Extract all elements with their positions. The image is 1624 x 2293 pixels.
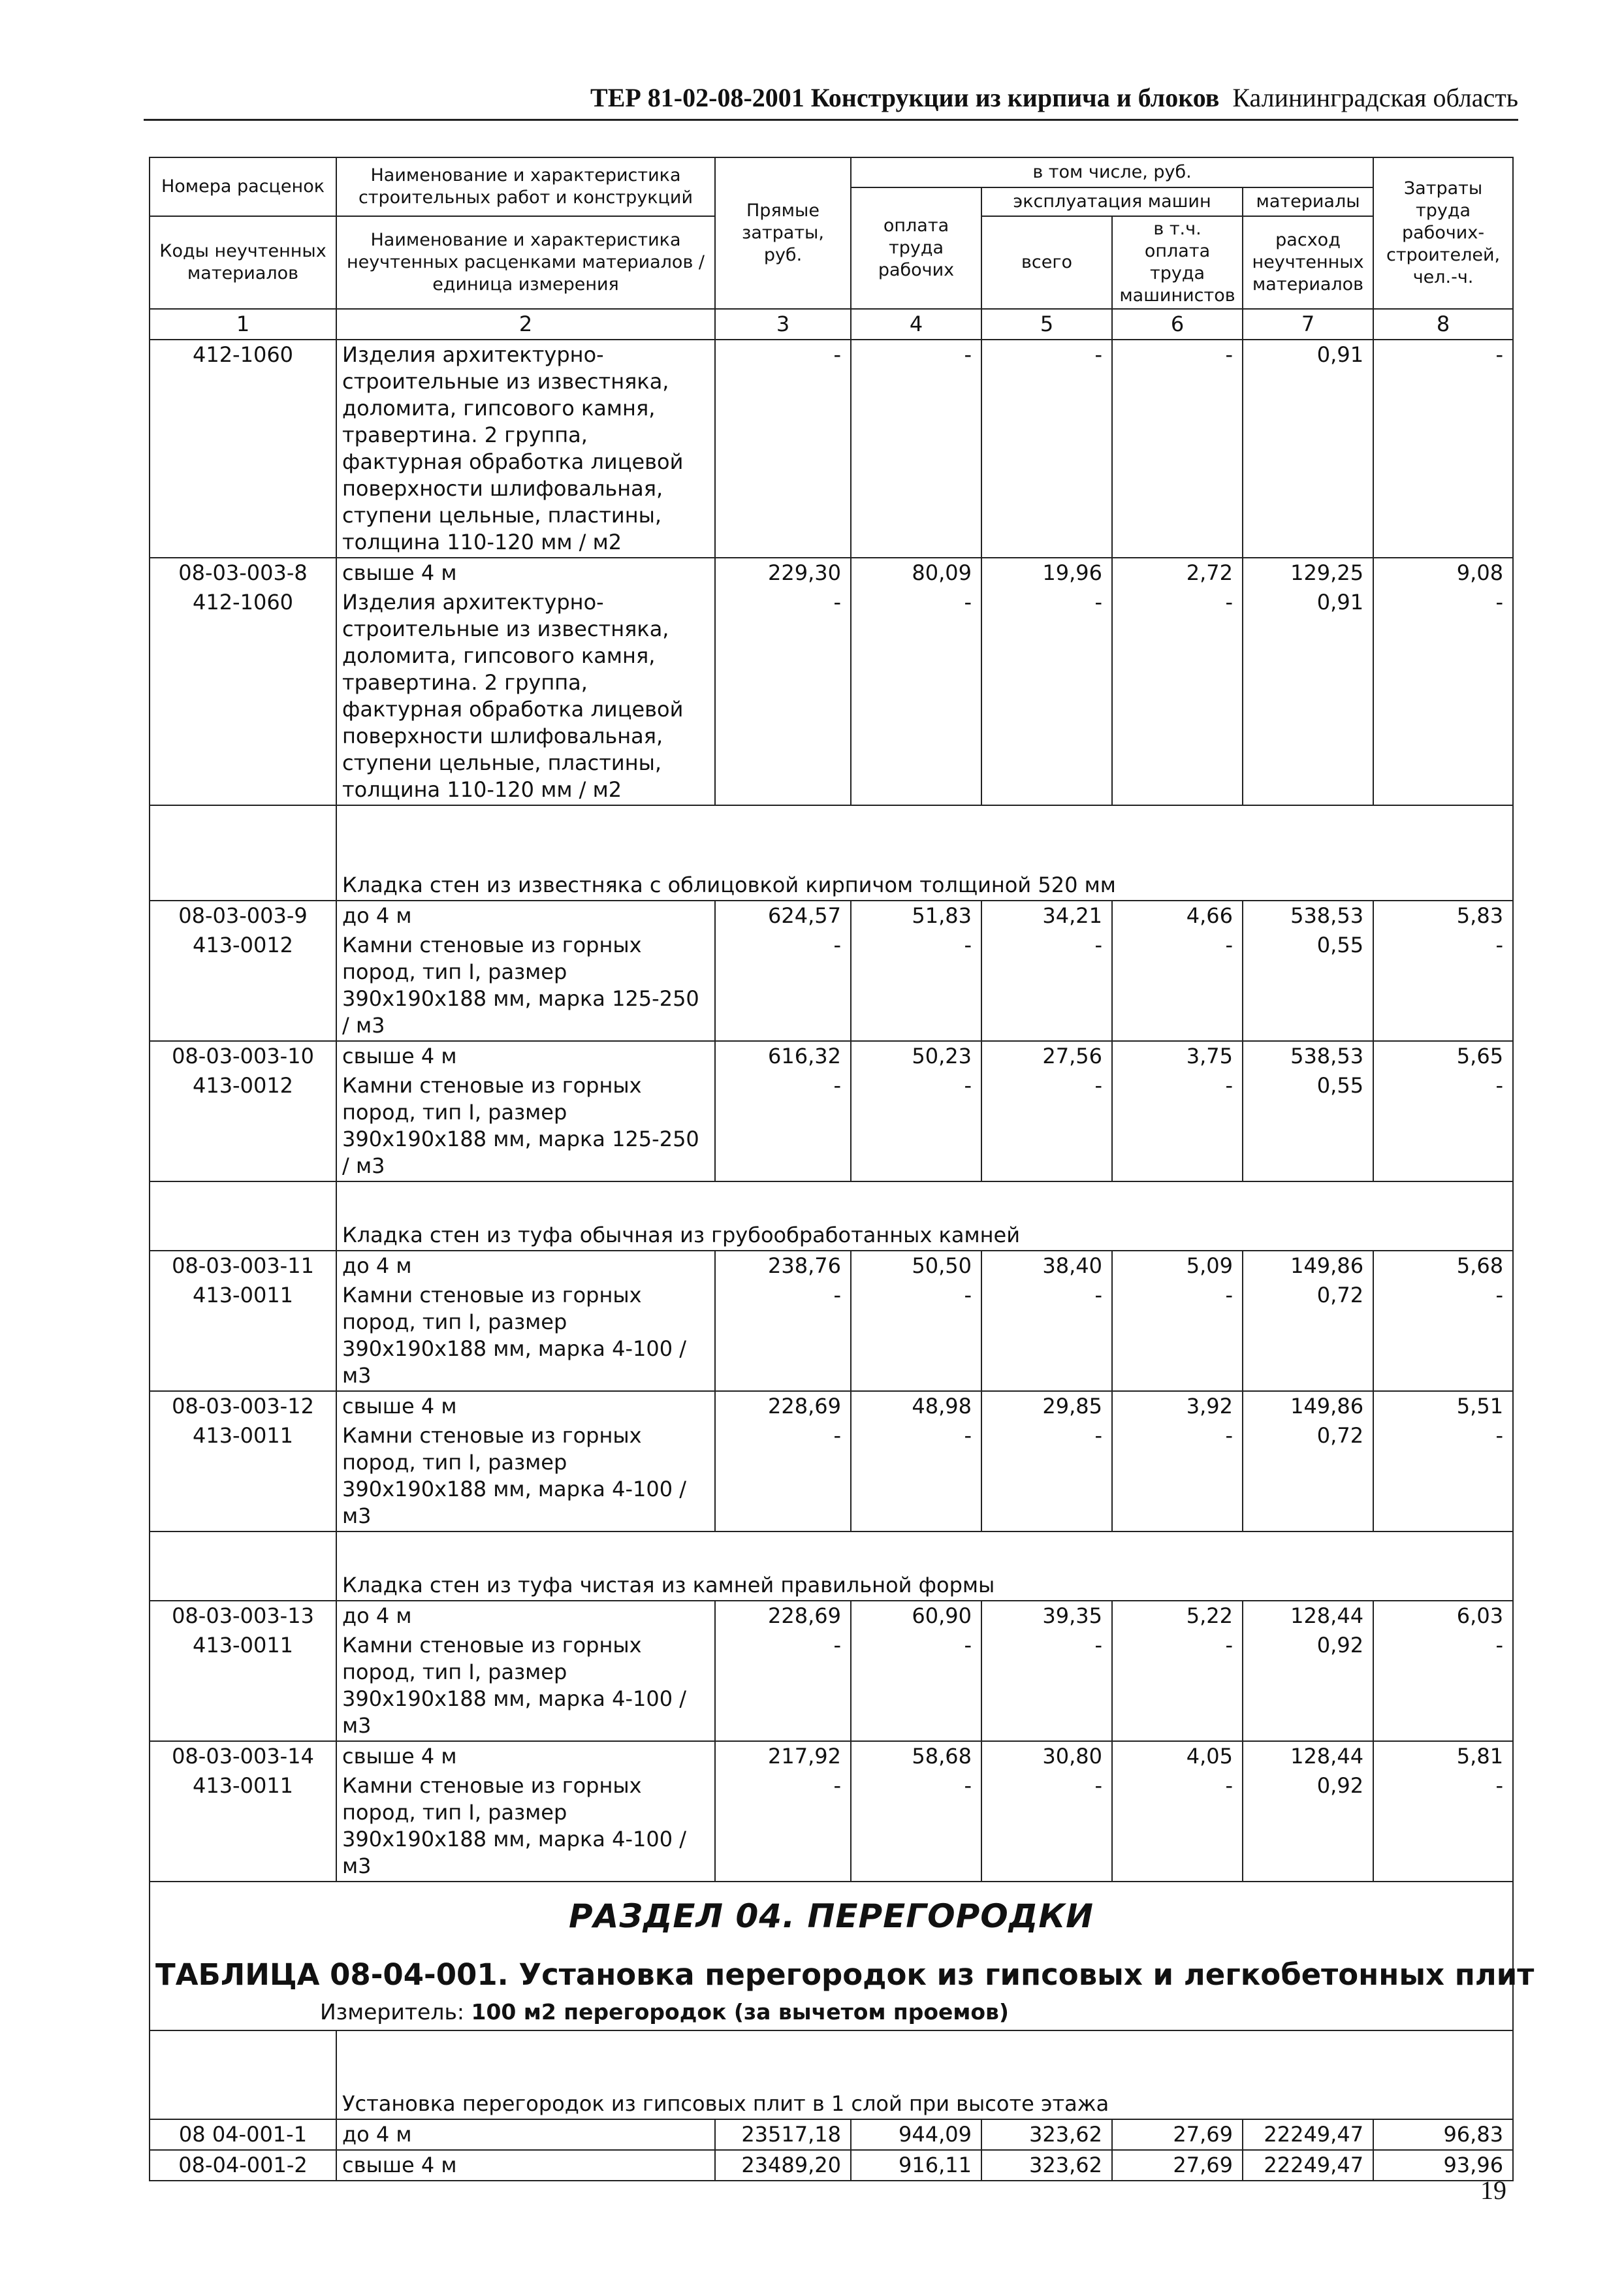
header-code: ТЕР 81-02-08-2001 Конструкции из кирпича и блоков [590,83,1220,112]
rate-row: 08-03-003-14 свыше 4 м 217,92 58,68 30,80 4,05 128,44 5,81 [150,1741,1513,1771]
rate-row: 08-04-001-2 свыше 4 м 23489,20 916,11 323,62 27,69 22249,47 93,96 [150,2150,1513,2181]
page-header [144,77,1518,121]
group-row [150,1531,1513,1601]
material-row: 413-0011 Камни стеновые из горных пород, тип I, размер 390х190х188 мм, марка 4-100 / м3 - - - - 0,72 - [150,1281,1513,1391]
col-labor-hours-header: Затраты труда рабочих-строителей, чел.-ч. [1373,157,1513,309]
rate-row: 08-03-003-9 до 4 м 624,57 51,83 34,21 4,66 538,53 5,83 [150,901,1513,931]
col-number: 1 [150,309,336,340]
material-row: 413-0011 Камни стеновые из горных пород, тип I, размер 390х190х188 мм, марка 4-100 / м3 - - - - 0,72 - [150,1421,1513,1531]
col-number: 4 [851,309,981,340]
rate-row: 08-03-003-10 свыше 4 м 616,32 50,23 27,56 3,75 538,53 5,65 [150,1041,1513,1071]
col-rate-number-header: Номера расценок [150,157,336,216]
material-row: 413-0011 Камни стеновые из горных пород, тип I, размер 390х190х188 мм, марка 4-100 / м3 - - - - 0,92 - [150,1631,1513,1741]
col-material-codes-header: Коды неучтенных материалов [150,216,336,309]
col-number: 7 [1243,309,1373,340]
table-title: ТАБЛИЦА 08-04-001. Установка перегородок из гипсовых и легкобетонных плит [155,1957,1535,1992]
rate-row: 08-03-003-12 свыше 4 м 228,69 48,98 29,85 3,92 149,86 5,51 [150,1391,1513,1421]
col-machines-header: эксплуатация машин [981,187,1243,216]
col-number: 2 [336,309,715,340]
table-meter: Измеритель: 100 м2 перегородок (за вычетом проемов) [320,1999,1010,2025]
col-including-header: в том числе, руб. [851,157,1373,187]
col-work-name-header: Наименование и характеристика строительных работ и конструкций [336,157,715,216]
material-row: 413-0011 Камни стеновые из горных пород, тип I, размер 390х190х188 мм, марка 4-100 / м3 - - - - 0,92 - [150,1771,1513,1882]
rate-row: 08-03-003-13 до 4 м 228,69 60,90 39,35 5,22 128,44 6,03 [150,1601,1513,1631]
group-title: Установка перегородок из гипсовых плит в 1 слой при высоте этажа [336,2030,1513,2119]
rate-row: 08-03-003-11 до 4 м 238,76 50,50 38,40 5,09 149,86 5,68 [150,1251,1513,1281]
col-wages-header: оплата труда рабочих [851,187,981,309]
col-number: 6 [1112,309,1243,340]
col-number: 5 [981,309,1112,340]
rates-table [149,157,1535,2181]
group-title: Кладка стен из туфа чистая из камней правильной формы [336,1531,1513,1601]
material-row: 413-0012 Камни стеновые из горных пород, тип I, размер 390х190х188 мм, марка 125-250 / м3 - - - - 0,55 - [150,931,1513,1041]
col-operator-wages-header: в т.ч. оплата труда машинистов [1112,216,1243,309]
group-row [150,805,1513,901]
rate-row: 08-03-003-8 свыше 4 м 229,30 80,09 19,96 2,72 129,25 9,08 [150,558,1513,588]
material-row: 413-0012 Камни стеновые из горных пород, тип I, размер 390х190х188 мм, марка 125-250 / м3 - - - - 0,55 - [150,1071,1513,1181]
material-row: 412-1060 Изделия архитектурно-строительные из известняка, доломита, гипсового камня, травертина. 2 группа, фактурная обработка лицевой поверхности шлифовальная, ступени цельные, пластины, толщина 110-120 мм / м2 - - - - 0,91 - [150,340,1513,558]
col-materials-header: материалы [1243,187,1373,216]
header-region: Калининградская область [1232,83,1518,112]
group-row [150,1181,1513,1251]
group-title: Кладка стен из известняка с облицовкой кирпичом толщиной 520 мм [336,805,1513,901]
col-material-use-header: расход неучтенных материалов [1243,216,1373,309]
col-direct-costs-header: Прямые затраты, руб. [715,157,851,309]
material-row: 412-1060 Изделия архитектурно-строительные из известняка, доломита, гипсового камня, травертина. 2 группа, фактурная обработка лицевой поверхности шлифовальная, ступени цельные, пластины, толщина 110-120 мм / м2 - - - - 0,91 - [150,588,1513,805]
group-row [150,2030,1513,2119]
section-title: РАЗДЕЛ 04. ПЕРЕГОРОДКИ [569,1897,1094,1935]
group-title: Кладка стен из туфа обычная из грубообработанных камней [336,1181,1513,1251]
col-number: 3 [715,309,851,340]
section-header [150,1882,1513,2030]
col-number: 8 [1373,309,1513,340]
col-machines-total-header: всего [981,216,1112,309]
col-material-name-header: Наименование и характеристика неучтенных расценками материалов / единица измерения [336,216,715,309]
rate-row: 08 04-001-1 до 4 м 23517,18 944,09 323,62 27,69 22249,47 96,83 [150,2119,1513,2150]
page-number: 19 [1480,2175,1506,2205]
